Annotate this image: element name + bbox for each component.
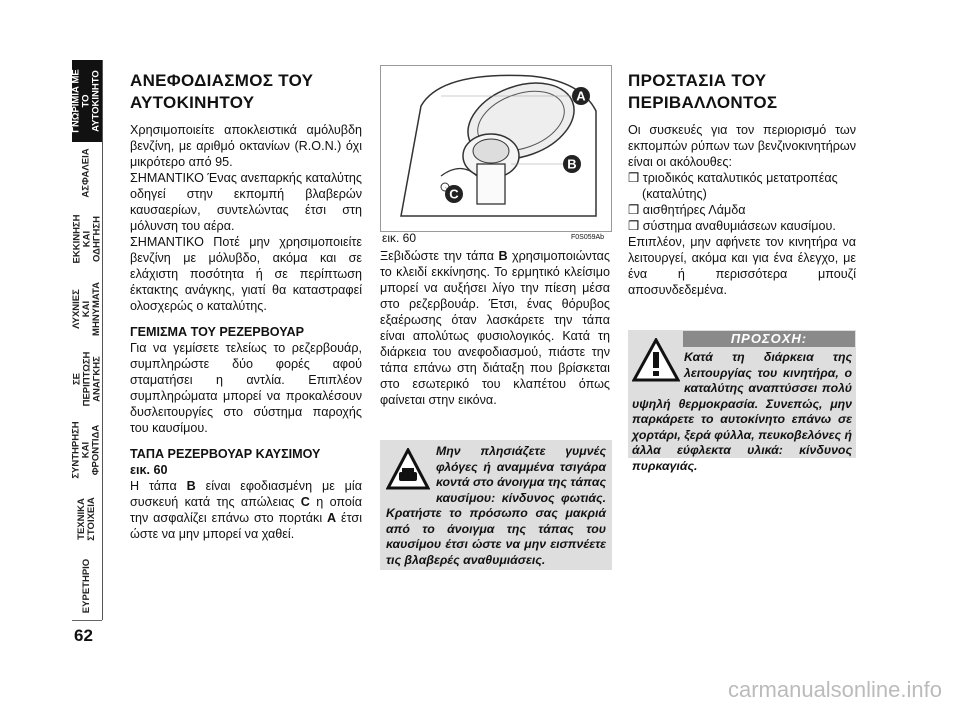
- sidebar-tab-3[interactable]: ΛΥΧΝΙΕΣ ΚΑΙ ΜΗΝΥΜΑΤΑ: [72, 274, 102, 345]
- sidebar-tab-0[interactable]: ΓΝΩΡΙΜΙΑ ΜΕ ΤΟ ΑΥΤΟΚΙΝΗΤΟ: [72, 60, 102, 142]
- list-item: ❒ σύστημα αναθυμιάσεων καυσίμου.: [628, 219, 836, 233]
- sidebar-tab-4[interactable]: ΣΕ ΠΕΡΙΠΤΩΣΗ ΑΝΑΓΚΗΣ: [72, 344, 102, 415]
- list-item: ❒ αισθητήρες Λάμδα: [628, 203, 746, 217]
- fuel-cap-illustration: [381, 66, 611, 231]
- sidebar-tab-7[interactable]: ΕΥΡΕΤΗΡΙΟ: [72, 552, 102, 621]
- watermark: carmanualsonline.info: [727, 677, 942, 702]
- sidebar-tab-5[interactable]: ΣΥΝΤΗΡΗΣΗ ΚΑΙ ΦΡΟΝΤΙΔΑ: [72, 414, 102, 487]
- paragraph-leaded-warning: ΣΗΜΑΝΤΙΚΟ Ποτέ μην χρησιμοποιείτε βενζίνη με μόλυβδο, ακόμα και σε ελάχιστη ποσότητα ή σε περίπτωση έκτακτης ανάγκης, γιατί θα καταστραφεί ολοσχερώς ο καταλύτης.: [130, 235, 362, 313]
- figure-label-a: A: [576, 88, 586, 104]
- paragraph-fuel-cap: Η τάπα B είναι εφοδιασμένη με μία συσκευή κατά της απώλειας C η οποία την ασφαλίζει επάνω στο πορτάκι A έτσι ώστε να μην μπορεί να χαθεί.: [130, 479, 362, 541]
- figure-label-c: C: [449, 186, 459, 202]
- figure-label-b: B: [567, 156, 577, 172]
- paragraph-catalyst-note: ΣΗΜΑΝΤΙΚΟ Ένας ανεπαρκής καταλύτης οδηγεί στην εκπομπή βλαβερών καυσαερίων, συντελώντας έτσι στη μόλυνση του αέρα.: [130, 171, 362, 233]
- paragraph-unleaded: Χρησιμοποιείτε αποκλειστικά αμόλυβδη βενζίνη, με αριθμό οκτανίων (R.O.N.) όχι μικρότερο από 95.: [130, 123, 362, 169]
- heading-filling-tank: ΓΕΜΙΣΜΑ ΤΟΥ ΡΕΖΕΡΒΟΥΑΡ: [130, 325, 304, 339]
- column-cap-instructions: [380, 248, 610, 408]
- paragraph-filling: Για να γεμίσετε τελείως το ρεζερβουάρ, συμπληρώστε δύο φορές αφού σταματήσει η αντλία. Επιπλέον συμπληρώματα μπορεί να προκαλέσουν δυσλειτουργίες στο σύστημα παροχής του καυσίμου.: [130, 341, 362, 435]
- sidebar-tab-2[interactable]: ΕΚΚΙΝΗΣΗ ΚΑΙ ΟΔΗΓΗΣΗ: [72, 204, 102, 275]
- page-number: 62: [74, 626, 93, 645]
- caution-title: ΠΡΟΣΟΧΗ:: [683, 331, 855, 347]
- heading-fuel-cap: ΤΑΠΑ ΡΕΖΕΡΒΟΥΑΡ ΚΑΥΣΙΜΟΥ: [130, 447, 321, 461]
- sidebar-divider: [102, 60, 103, 620]
- heading-fuel-cap-figref: εικ. 60: [130, 463, 168, 477]
- column-refuelling: [130, 70, 362, 542]
- warning-box-fire: [380, 440, 612, 570]
- list-item: ❒ τριοδικός καταλυτικός μετατροπέας (καταλύτης): [628, 171, 838, 201]
- paragraph-emission-devices: Οι συσκευές για τον περιορισμό των εκπομπών ρύπων των βενζινοκινητήρων είναι οι ακόλουθες:: [628, 123, 856, 169]
- sidebar-tab-6[interactable]: ΤΕΧΝΙΚΑ ΣΤΟΙΧΕΙΑ: [72, 486, 102, 553]
- figure-code: F0S059Ab: [571, 234, 605, 241]
- paragraph-spark-plugs: Επιπλέον, μην αφήνετε τον κινητήρα να λειτουργεί, ακόμα και για ένα έλεγχο, με ένα ή περισσότερα μπουζί αποσυνδεδεμένα.: [628, 235, 856, 297]
- paragraph-unscrew-cap: Ξεβιδώστε την τάπα B χρησιμοποιώντας το κλειδί εκκίνησης. Το ερμητικό κλείσιμο μπορεί να αυξήσει λίγο την πίεση μέσα στο ρεζερβουάρ. Έτσι, ένας θόρυβος εξαέρωσης όταν λασκάρετε την τάπα είναι απολύτως φυσιολογικός. Κατά τη διάρκεια του ανεφοδιασμού, πιάστε την τάπα επάνω στη διάταξη που βρίσκεται στο εσωτερικό του κλαπέτου όπως φαίνεται στην εικόνα.: [380, 249, 610, 407]
- warning-text-fire: Μην πλησιάζετε γυμνές φλόγες ή αναμμένα τσιγάρα κοντά στο άνοιγμα της τάπας καυσίμου: κίνδυνος φωτιάς. Κρατήστε το πρόσωπο σας μακριά από το άνοιγμα της τάπας του καυσίμου έτσι ώστε να μην εισπνέετε τις βλαβερές αναθυμιάσεις.: [386, 444, 606, 567]
- section-title-refuelling: ΑΝΕΦΟΔΙΑΣΜΟΣ ΤΟΥ ΑΥΤΟΚΙΝΗΤΟΥ: [130, 71, 314, 112]
- caution-text-catalyst: Κατά τη διάρκεια της λειτουργίας του κινητήρα, ο καταλύτης αναπτύσσει πολύ υψηλή θερμοκρασία. Συνεπώς, μην παρκάρετε το αυτοκίνητο επάνω σε χορτάρι, ξερά φύλλα, πευκοβελόνες ή άλλα εύφλεκτα υλικά: κίνδυνος πυρκαγιάς.: [632, 350, 852, 473]
- sidebar-tab-1[interactable]: ΑΣΦΑΛΕΙΑ: [72, 142, 102, 205]
- figure-fuel-cap: [380, 65, 612, 232]
- figure-caption: εικ. 60: [382, 231, 417, 245]
- section-title-environment: ΠΡΟΣΤΑΣΙΑ ΤΟΥ ΠΕΡΙΒΑΛΛΟΝΤΟΣ: [628, 71, 778, 112]
- column-environment: [628, 70, 856, 298]
- caution-box-catalyst: [628, 330, 856, 473]
